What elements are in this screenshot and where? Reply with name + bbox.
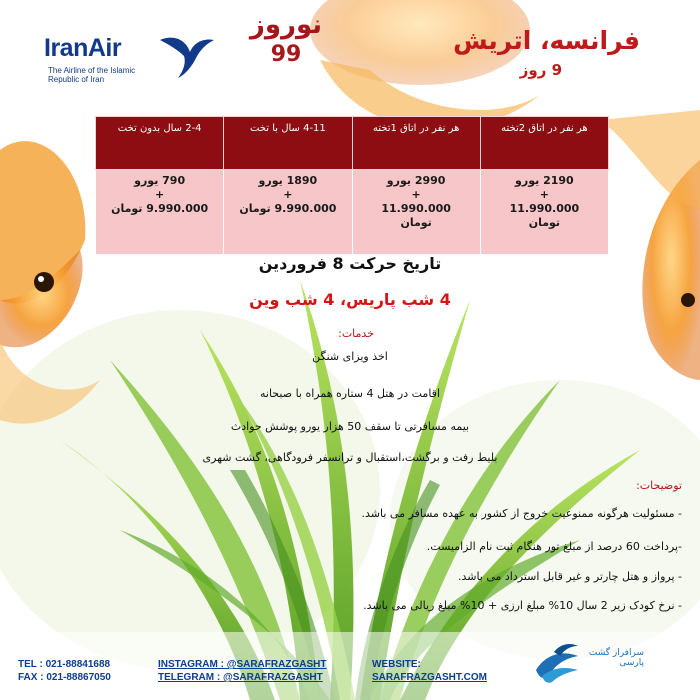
- header-child-no-bed: 2-4 سال بدون تخت: [96, 117, 224, 170]
- price-euro: 2190 یورو: [515, 174, 574, 187]
- note-item: - مسئولیت هرگونه ممنوعیت خروج از کشور به عهده مسافر می باشد.: [361, 507, 682, 520]
- price-table-header-row: [96, 117, 609, 170]
- website-label: WEBSITE:: [372, 659, 421, 670]
- service-item: اقامت در هتل 4 ستاره همراه با صبحانه: [260, 387, 440, 400]
- wave-bird-icon: [534, 640, 582, 684]
- nights-breakdown: 4 شب پاریس، 4 شب وین: [249, 290, 451, 309]
- duration-label: 9 روز: [519, 61, 562, 79]
- price-table: [95, 116, 609, 255]
- price-currency: تومان: [528, 216, 561, 229]
- nowruz-title: [236, 10, 336, 67]
- price-child-with-bed: [224, 170, 352, 255]
- instagram-handle[interactable]: INSTAGRAM : @SARAFRAZGASHT: [158, 659, 327, 670]
- price-euro: 2990 یورو: [386, 174, 446, 187]
- website-link[interactable]: SARAFRAZGASHT.COM: [372, 672, 487, 683]
- note-item: - پرواز و هتل چارتر و غیر قابل استرداد می باشد.: [457, 570, 682, 583]
- price-plus: +: [411, 188, 421, 201]
- iranair-logo-tagline: The Airline of the Islamic Republic of Iran: [48, 66, 136, 84]
- price-euro: 790 یورو: [134, 174, 186, 187]
- sarafraz-gasht-wordmark: سرافراز گشت پارسی: [588, 648, 644, 668]
- price-child-no-bed: [96, 170, 224, 255]
- destination-title: [453, 26, 640, 79]
- service-item: بلیط رفت و برگشت،استقبال و ترانسفر فرودگاهی، گشت شهری: [202, 451, 498, 464]
- fax-number: FAX : 021-88867050: [18, 672, 111, 683]
- service-item: بیمه مسافرتی تا سقف 50 هزار یورو پوشش حوادث: [230, 420, 470, 433]
- phone-number: TEL : 021-88841688: [18, 659, 111, 670]
- note-item: - نرخ کودک زیر 2 سال 10% مبلغ ارزی + 10% مبلغ ریالی می باشد.: [363, 599, 682, 612]
- nowruz-year: 99: [270, 42, 302, 67]
- price-table-row: [96, 170, 609, 255]
- header-double-room: هر نفر در اتاق 2تخته: [480, 117, 608, 170]
- header-child-with-bed: 4-11 سال با تخت: [224, 117, 352, 170]
- price-toman: 9.990.000 تومان: [239, 202, 337, 215]
- price-toman: 11.990.000: [509, 202, 580, 215]
- price-plus: +: [155, 188, 165, 201]
- price-plus: +: [283, 188, 293, 201]
- price-euro: 1890 یورو: [258, 174, 318, 187]
- price-double-room: [480, 170, 608, 255]
- telegram-handle[interactable]: TELEGRAM : @SARAFRAZGASHT: [158, 672, 323, 683]
- price-single-room: [352, 170, 480, 255]
- header-single-room: هر نفر در اتاق 1تخته: [352, 117, 480, 170]
- sarafraz-gasht-logo: [534, 640, 644, 688]
- price-toman: 9.990.000 تومان: [111, 202, 209, 215]
- service-item: اخذ ویزای شنگن: [312, 350, 388, 363]
- iranair-logo: [38, 30, 218, 84]
- price-plus: +: [539, 188, 549, 201]
- note-item: -پرداخت 60 درصد از مبلغ تور هنگام ثبت نام الزامیست.: [426, 540, 682, 553]
- services-heading: خدمات:: [338, 327, 374, 340]
- notes-heading: توضیحات:: [636, 479, 682, 492]
- departure-date: تاریخ حرکت 8 فروردین: [258, 254, 442, 273]
- nowruz-label: نوروز: [249, 10, 323, 40]
- destinations-label: فرانسه، اتریش: [453, 26, 640, 55]
- iranair-logo-wordmark: IranAir: [44, 34, 122, 62]
- homa-bird-icon: [156, 30, 218, 82]
- price-currency: تومان: [400, 216, 432, 229]
- price-toman: 11.990.000: [381, 202, 451, 215]
